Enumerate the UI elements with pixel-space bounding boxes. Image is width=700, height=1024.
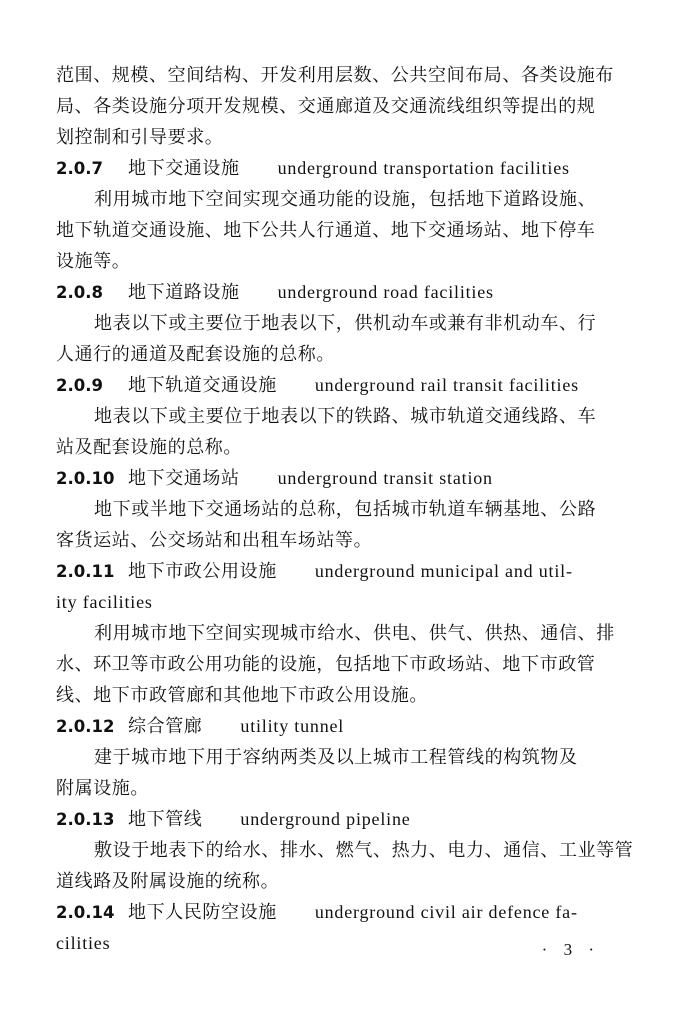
term-entry (56, 277, 634, 370)
definition-line: 附属设施。 (56, 778, 149, 799)
term-heading (56, 804, 634, 835)
definition-line: 线、地下市政管廊和其他地下市政公用设施。 (56, 685, 428, 706)
term-english: underground municipal and util- (314, 561, 573, 581)
term-number: 2.0.11 (56, 562, 115, 581)
document-page (56, 60, 634, 959)
term-heading (56, 277, 634, 308)
definition-line: 人通行的通道及配套设施的总称。 (56, 344, 335, 365)
term-english: underground transportation facilities (277, 158, 570, 178)
term-heading (56, 463, 634, 494)
definition-line: 地表以下或主要位于地表以下的铁路、城市轨道交通线路、车 (94, 406, 597, 427)
definition-line: 敷设于地表下的给水、排水、燃气、热力、电力、通信、工业等管 (94, 840, 634, 861)
term-number: 2.0.14 (56, 903, 115, 922)
definition-line: 建于城市地下用于容纳两类及以上城市工程管线的构筑物及 (94, 747, 578, 768)
term-chinese: 综合管廊 (128, 716, 203, 737)
term-english: utility tunnel (240, 716, 345, 736)
term-english-cont: cilities (56, 933, 111, 953)
term-chinese: 地下市政公用设施 (128, 561, 277, 582)
term-entry (56, 153, 634, 277)
term-entry (56, 463, 634, 556)
term-number: 2.0.8 (56, 283, 103, 302)
term-english: underground transit station (277, 468, 493, 488)
term-heading (56, 153, 634, 184)
term-heading (56, 897, 634, 928)
term-english: underground road facilities (277, 282, 494, 302)
definition-line: 利用城市地下空间实现城市给水、供电、供气、供热、通信、排 (94, 623, 615, 644)
term-number: 2.0.7 (56, 159, 103, 178)
definition-line: 地下轨道交通设施、地下公共人行通道、地下交通场站、地下停车 (56, 220, 596, 241)
term-entry (56, 711, 634, 804)
term-number: 2.0.10 (56, 469, 115, 488)
definition-line: 地表以下或主要位于地表以下，供机动车或兼有非机动车、行 (94, 313, 597, 334)
intro-line: 划控制和引导要求。 (56, 127, 224, 148)
term-english: underground pipeline (240, 809, 411, 829)
page-number: · 3 · (541, 940, 600, 959)
term-number: 2.0.13 (56, 810, 115, 829)
term-entry (56, 804, 634, 897)
definition-line: 设施等。 (56, 251, 131, 272)
term-heading (56, 556, 634, 587)
definition-line: 地下或半地下交通场站的总称，包括城市轨道车辆基地、公路 (94, 499, 597, 520)
term-chinese: 地下交通设施 (128, 158, 240, 179)
term-chinese: 地下道路设施 (128, 282, 240, 303)
term-entry (56, 556, 634, 711)
term-english-continued (56, 587, 634, 618)
definition-line: 站及配套设施的总称。 (56, 437, 242, 458)
term-english-cont: ity facilities (56, 592, 153, 612)
definition-line: 利用城市地下空间实现交通功能的设施，包括地下道路设施、 (94, 189, 597, 210)
term-english: underground rail transit facilities (314, 375, 579, 395)
definition-line: 客货运站、公交场站和出租车场站等。 (56, 530, 373, 551)
term-chinese: 地下人民防空设施 (128, 902, 277, 923)
intro-line: 局、各类设施分项开发规模、交通廊道及交通流线组织等提出的规 (56, 96, 596, 117)
term-chinese: 地下轨道交通设施 (128, 375, 277, 396)
term-heading (56, 711, 634, 742)
term-english: underground civil air defence fa- (314, 902, 578, 922)
term-chinese: 地下交通场站 (128, 468, 240, 489)
term-entry (56, 370, 634, 463)
definition-line: 道线路及附属设施的统称。 (56, 871, 280, 892)
intro-line: 范围、规模、空间结构、开发利用层数、公共空间布局、各类设施布 (56, 65, 614, 86)
intro-paragraph (56, 60, 634, 153)
term-number: 2.0.9 (56, 376, 103, 395)
definition-line: 水、环卫等市政公用功能的设施，包括地下市政场站、地下市政管 (56, 654, 596, 675)
term-number: 2.0.12 (56, 717, 115, 736)
term-heading (56, 370, 634, 401)
term-chinese: 地下管线 (128, 809, 203, 830)
